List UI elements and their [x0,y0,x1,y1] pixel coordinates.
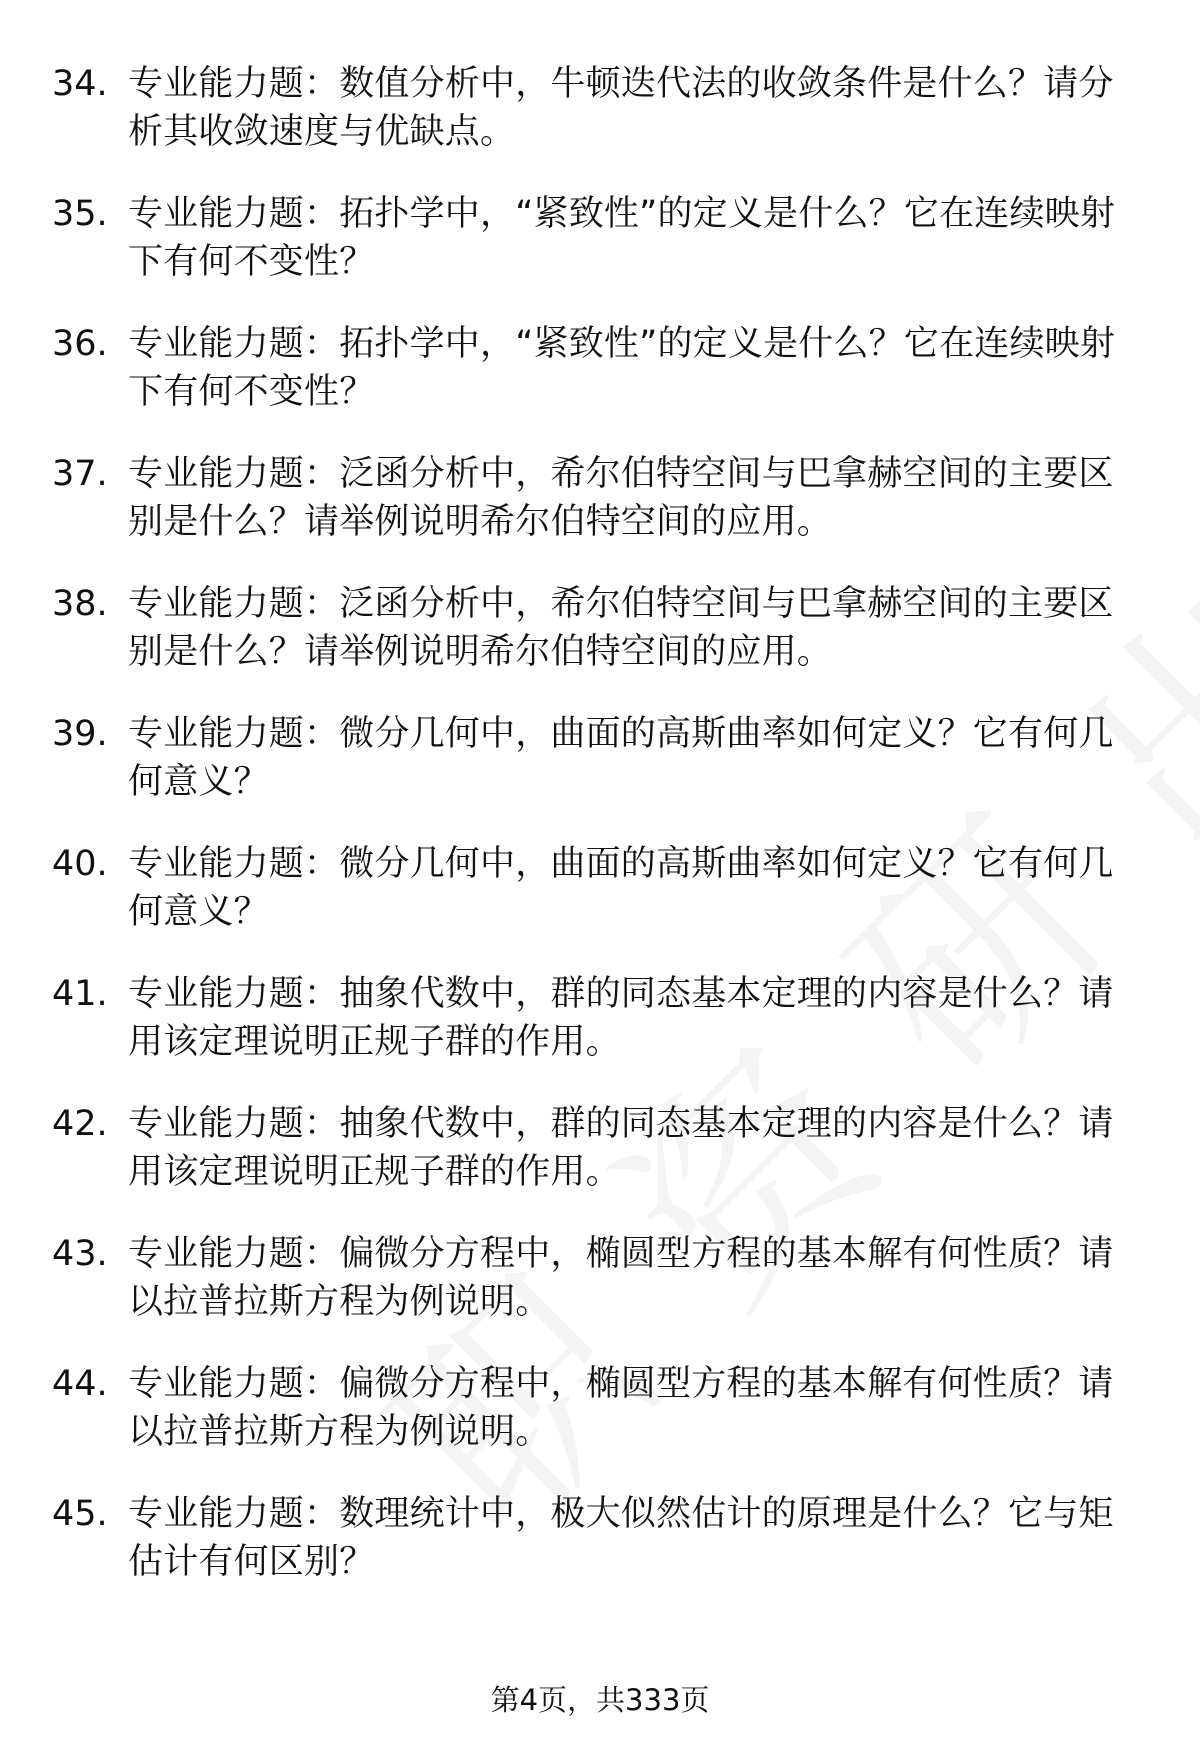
question-text: 专业能力题：抽象代数中，群的同态基本定理的内容是什么？请用该定理说明正规子群的作用。 [128,974,1114,1062]
question-text: 专业能力题：偏微分方程中，椭圆型方程的基本解有何性质？请以拉普拉斯方程为例说明。 [128,1234,1114,1322]
question-text: 专业能力题：拓扑学中，“紧致性”的定义是什么？它在连续映射下有何不变性？ [128,194,1116,282]
question-item [52,1490,1152,1586]
question-number: 44. [52,1364,108,1404]
question-item [52,970,1152,1066]
question-item [52,190,1152,286]
question-number: 40. [52,844,108,884]
question-text: 专业能力题：泛函分析中，希尔伯特空间与巴拿赫空间的主要区别是什么？请举例说明希尔伯特空间的应用。 [128,584,1114,672]
question-item [52,1360,1152,1456]
question-item [52,450,1152,546]
question-number: 37. [52,454,108,494]
question-number: 39. [52,714,108,754]
question-number: 43. [52,1234,108,1274]
question-number: 41. [52,974,108,1014]
question-number: 38. [52,584,108,624]
question-text: 专业能力题：泛函分析中，希尔伯特空间与巴拿赫空间的主要区别是什么？请举例说明希尔伯特空间的应用。 [128,454,1114,542]
question-number: 42. [52,1104,108,1144]
question-text: 专业能力题：微分几何中，曲面的高斯曲率如何定义？它有何几何意义？ [128,714,1114,802]
question-item [52,1230,1152,1326]
question-text: 专业能力题：数值分析中，牛顿迭代法的收敛条件是什么？请分析其收敛速度与优缺点。 [128,64,1114,152]
question-item [52,840,1152,936]
question-item [52,320,1152,416]
question-item [52,1100,1152,1196]
question-text: 专业能力题：数理统计中，极大似然估计的原理是什么？它与矩估计有何区别？ [128,1494,1114,1582]
question-text: 专业能力题：拓扑学中，“紧致性”的定义是什么？它在连续映射下有何不变性？ [128,324,1116,412]
question-text: 专业能力题：抽象代数中，群的同态基本定理的内容是什么？请用该定理说明正规子群的作用。 [128,1104,1114,1192]
question-number: 36. [52,324,108,364]
question-item [52,710,1152,806]
question-number: 35. [52,194,108,234]
question-number: 34. [52,64,108,104]
page-footer: 第4页，共333页 [490,1683,710,1717]
question-item [52,60,1152,156]
question-text: 专业能力题：微分几何中，曲面的高斯曲率如何定义？它有何几何意义？ [128,844,1114,932]
question-item [52,580,1152,676]
question-text: 专业能力题：偏微分方程中，椭圆型方程的基本解有何性质？请以拉普拉斯方程为例说明。 [128,1364,1114,1452]
question-number: 45. [52,1494,108,1534]
question-list [52,60,1152,1620]
